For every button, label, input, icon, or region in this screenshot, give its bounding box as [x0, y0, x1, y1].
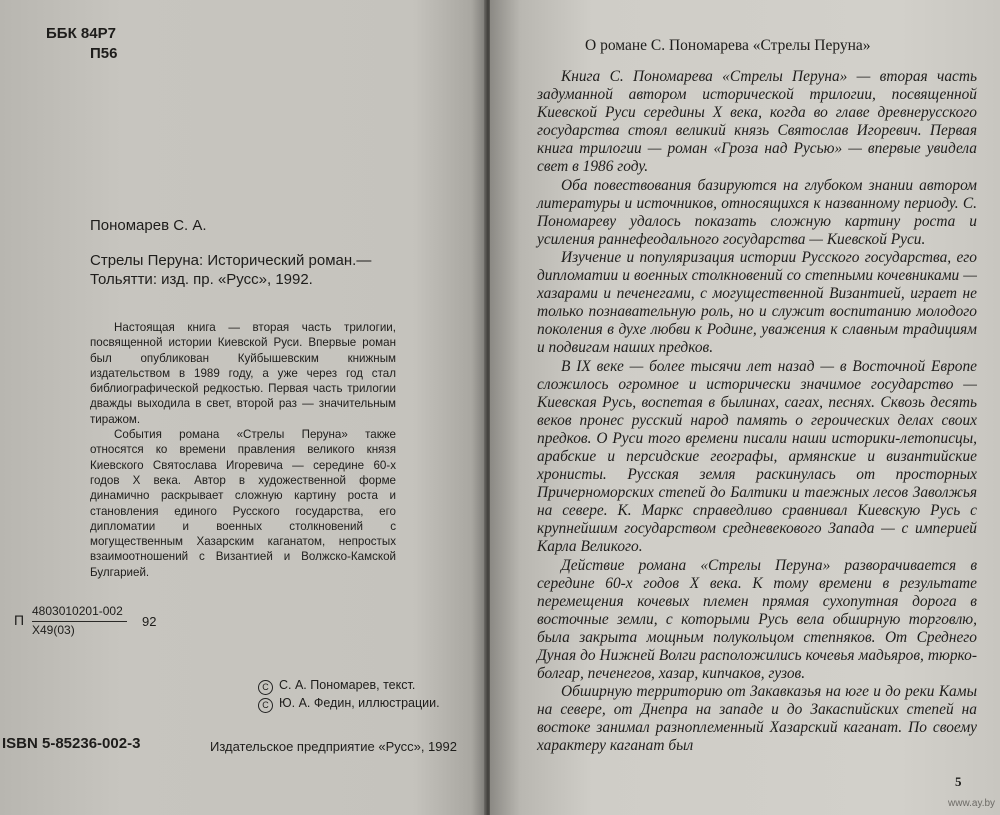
- annotation: [90, 320, 396, 580]
- body-paragraph: Оба повествования базируются на глубоком знании автором литературы и источников, относящихся к названному периоду. С. Пономареву удалось показать сложную картину роста и усиления раннефеодального государства — Киевской Руси.: [537, 176, 977, 248]
- catalog-fraction: [32, 604, 127, 638]
- annotation-paragraph: Настоящая книга — вторая часть трилогии, посвященной истории Киевской Руси. Впервые роман был опубликован Куйбышевским книжным издательством в 1989 году, а уже через год стал библиографической редкостью. Первая часть трилогии дважды выходила в свет, второй раз — значительным тиражом.: [90, 321, 396, 426]
- copyright-icon: C: [258, 680, 273, 695]
- chapter-title: О романе С. Пономарева «Стрелы Перуна»: [585, 37, 871, 54]
- copyright-line: [258, 695, 440, 713]
- author-name: Пономарев С. А.: [90, 217, 207, 234]
- catalog-numerator: 4803010201-002: [32, 604, 127, 622]
- body-paragraph: Действие романа «Стрелы Перуна» разворачивается в середине 60-х годов X века. К тому времени в результате перемещения кочевых племен прямая сухопутная дорога в восточные земли, с которыми Русь вела обширную торговлю, была закрыта мощным полукольцом степняков. От Среднего Дуная до Нижней Волги расположились кочевья мадьяров, тюрко-болгар, печенегов, хазар, кипчаков, гузов.: [537, 556, 977, 683]
- page-number: 5: [955, 774, 962, 789]
- title-line: Стрелы Перуна: Исторический роман.—: [90, 252, 372, 269]
- bbk-line: П56: [90, 45, 118, 62]
- catalog-year: 92: [142, 614, 157, 629]
- copyright-text: Ю. А. Федин, иллюстрации.: [279, 696, 440, 710]
- catalog-denominator: Х49(03): [32, 623, 75, 637]
- copyright-block: [258, 677, 440, 713]
- body-paragraph: Книга С. Пономарева «Стрелы Перуна» — вторая часть задуманной автором исторической трилогии, посвященной Киевской Руси середины X века, когда во главе древнерусского государства стоял великий князь Святослав Игоревич. Первая книга трилогии — роман «Гроза над Русью» — впервые увидела свет в 1986 году.: [537, 68, 977, 176]
- left-page: [0, 0, 486, 815]
- bibliographic-title: [90, 251, 371, 289]
- copyright-icon: C: [258, 698, 273, 713]
- copyright-line: [258, 677, 440, 695]
- annotation-paragraph: События романа «Стрелы Перуна» также относятся ко времени правления великого князя Киевского Святослава Игоревича — середине 60-х годов X века. Автор в художественной форме динамично раскрывает сложную картину роста и становления единого Русского государства, его дипломатии и военных столкновений с могущественным Хазарским каганатом, непростых взаимоотношений с Византией и Волжско-Камской Булгарией.: [90, 428, 396, 579]
- body-paragraph: Обширную территорию от Закавказья на юге и до реки Камы на севере, от Днепра на западе и до Закаспийских степей на востоке занимал разноплеменный Хазарский каганат. По своему характеру каганат был: [537, 683, 977, 755]
- watermark: www.ay.by: [948, 798, 996, 809]
- right-page: [490, 0, 1000, 815]
- title-line: Тольятти: изд. пр. «Русс», 1992.: [90, 271, 313, 288]
- catalog-prefix: П: [14, 612, 25, 628]
- bbk-line: ББК 84Р7: [46, 25, 116, 42]
- body-paragraph: В IX веке — более тысячи лет назад — в Восточной Европе сложилось огромное и исторически значимое государство — Киевская Русь, воспетая в былинах, сагах, песнях. Сквозь десять веков пронес русский народ память о героических делах своих предков. О Руси того времени писали наши историки-летописцы, арабские и персидские географы, армянские и византийские хронисты. Русская земля раскинулась от просторных Причерноморских степей до Балтики и таежных лесов Заволжья на севере. К. Маркс справедливо сравнивал Киевскую Русь с крупнейшим государством средневекового Запада — с империей Карла Великого.: [537, 357, 977, 556]
- body-paragraph: Изучение и популяризация истории Русского государства, его дипломатии и военных столкновений со степными кочевниками — хазарами и печенегами, с могущественной Византией, играет не только познавательную роль, но и служит воспитанию молодого поколения в духе любви к Родине, уважения к славным традициям и подвигам наших предков.: [537, 248, 977, 357]
- body-text: [537, 68, 977, 756]
- isbn: ISBN 5-85236-002-3: [2, 735, 141, 752]
- publisher-imprint: Издательское предприятие «Русс», 1992: [210, 739, 457, 754]
- bbk-code: [46, 24, 117, 64]
- copyright-text: С. А. Пономарев, текст.: [279, 678, 416, 692]
